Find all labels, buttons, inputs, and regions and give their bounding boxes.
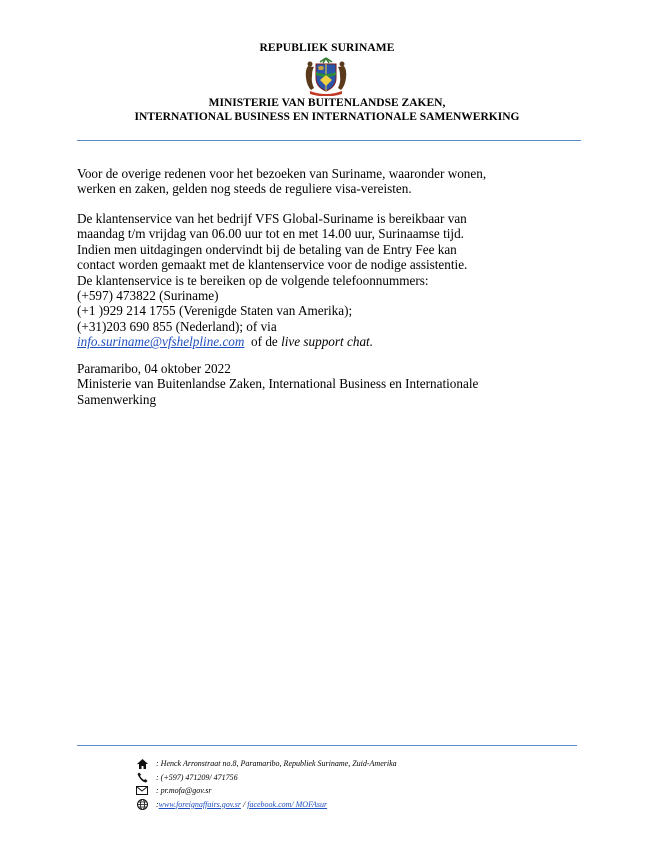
website-link[interactable]: www.foreignaffairs.gov.sr	[158, 799, 241, 809]
phone-suriname: (+597) 473822 (Suriname)	[77, 288, 219, 304]
text-line: De klantenservice van het bedrijf VFS Global-Suriname is bereikbaar van	[77, 211, 467, 226]
closing-signatory: Ministerie van Buitenlandse Zaken, International Business en Internationale	[77, 376, 479, 392]
paragraph-customer-service	[77, 211, 577, 350]
phone-netherlands: (+31)203 690 855 (Nederland); of via	[77, 318, 277, 334]
home-icon	[134, 758, 150, 770]
footer-address: : Henck Arronstraat no.8, Paramaribo, Republiek Suriname, Zuid-Amerika	[156, 759, 397, 768]
email-link[interactable]: info.suriname@vfshelpline.com	[77, 334, 245, 350]
ministry-line-1: MINISTERIE VAN BUITENLANDSE ZAKEN,	[208, 97, 446, 109]
footer-email-row	[134, 784, 554, 798]
globe-icon	[134, 798, 150, 810]
top-divider	[77, 140, 581, 141]
footer-phone-row	[134, 771, 554, 785]
header-ministry	[0, 96, 654, 124]
email-suffix: of de	[251, 334, 278, 350]
text-line: Indien men uitdagingen ondervindt bij de betaling van de Entry Fee kan	[77, 241, 457, 257]
coat-of-arms-icon	[302, 56, 350, 96]
closing-signatory-cont: Samenwerking	[77, 391, 157, 407]
footer-contact	[134, 757, 554, 811]
closing-date: Paramaribo, 04 oktober 2022	[77, 361, 231, 376]
text-line: De klantenservice is te bereiken op de volgende telefoonnummers:	[77, 272, 429, 288]
footer-phone: : (+597) 471209/ 471756	[156, 772, 238, 782]
phone-usa: (+1 )929 214 1755 (Verenigde Staten van Amerika);	[77, 303, 353, 319]
mail-icon	[134, 785, 150, 797]
ministry-line-2: INTERNATIONAL BUSINESS EN INTERNATIONALE SAMENWERKING	[134, 111, 520, 123]
footer-web-row	[134, 798, 554, 812]
closing-block	[77, 361, 577, 407]
footer-separator: /	[240, 799, 248, 809]
text-line: Voor de overige redenen voor het bezoeken van Suriname, waaronder wonen,	[77, 166, 487, 181]
footer-web-prefix: :	[156, 799, 159, 809]
paragraph-visa	[77, 166, 577, 197]
footer-address-row	[134, 757, 554, 771]
text-line: contact worden gemaakt met de klantenservice voor de nodige assistentie.	[77, 257, 468, 273]
text-line: maandag t/m vrijdag van 06.00 uur tot en met 14.00 uur, Surinaamse tijd.	[77, 226, 464, 242]
phone-icon	[134, 771, 150, 783]
header-republic: REPUBLIEK SURINAME	[259, 42, 395, 54]
footer-email: : pr.mofa@gov.sr	[156, 786, 212, 795]
bottom-divider	[77, 745, 577, 746]
text-line: werken en zaken, gelden nog steeds de reguliere visa-vereisten.	[77, 181, 412, 197]
live-chat-text: live support chat.	[281, 334, 373, 350]
email-line	[77, 334, 577, 349]
facebook-link[interactable]: facebook.com/ MOFAsur	[247, 799, 328, 809]
